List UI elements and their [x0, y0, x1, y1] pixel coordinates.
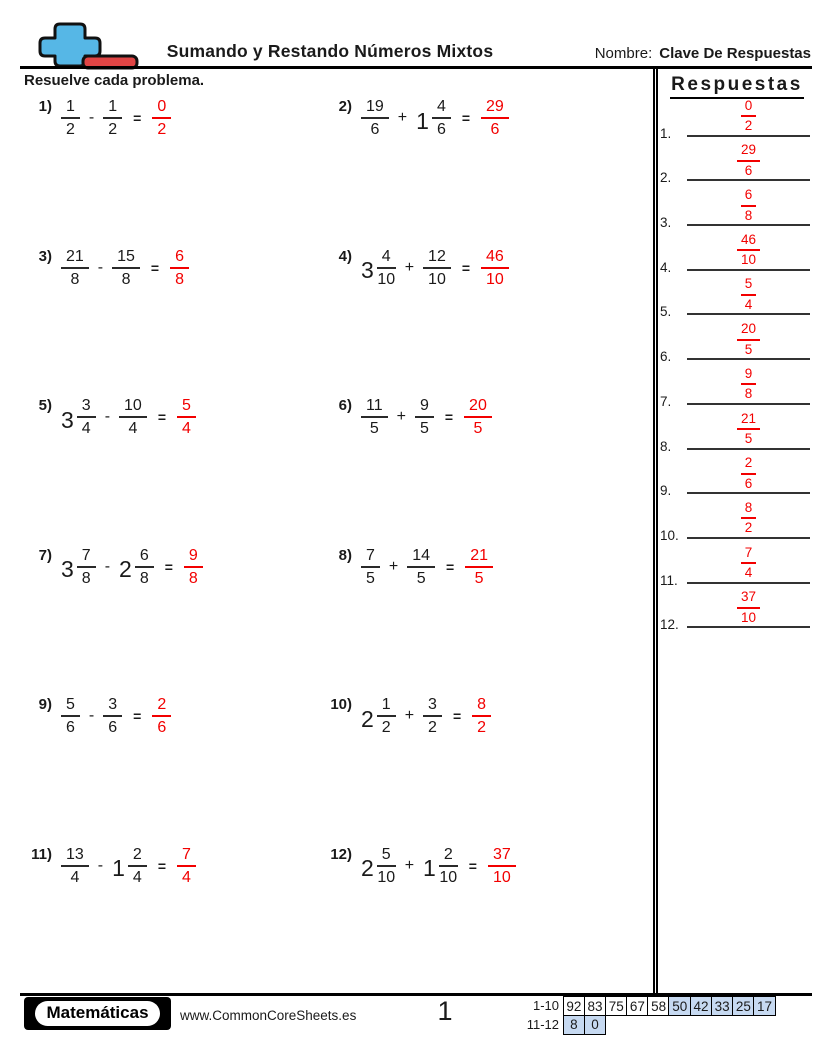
term2-numerator: 14 [407, 546, 435, 568]
answer-list-item [660, 230, 812, 275]
answer-numerator: 9 [184, 546, 203, 568]
term2-denominator: 2 [428, 719, 437, 736]
problem-expression [61, 97, 171, 139]
term2-denominator: 5 [416, 569, 426, 587]
term2-denominator: 10 [428, 270, 446, 288]
answer-item-number: 2. [660, 170, 672, 186]
answer-denominator: 6 [744, 162, 753, 178]
problem [324, 845, 652, 995]
problem-number: 6) [338, 397, 352, 414]
problem [324, 396, 652, 546]
problem [324, 247, 652, 397]
answer-fraction [737, 589, 760, 626]
term1-fraction [361, 396, 388, 438]
term1-denominator: 10 [377, 270, 396, 288]
operator-sign: + [388, 557, 399, 575]
answer-numerator: 8 [741, 500, 757, 520]
answer-fraction [737, 142, 760, 179]
term1-whole-number: 3 [361, 257, 374, 283]
answer-numerator: 20 [737, 321, 760, 341]
answer-denominator: 8 [744, 386, 753, 402]
score-row-11-12 [518, 1015, 776, 1035]
answer-item-number: 4. [660, 259, 672, 275]
term2-denominator: 6 [108, 719, 118, 736]
equals-sign: = [446, 558, 455, 575]
problem [324, 695, 652, 845]
answer-list-item [660, 409, 812, 454]
page-title: Sumando y Restando Números Mixtos [166, 41, 494, 61]
answer-fraction [152, 97, 171, 139]
answer-numerator: 20 [464, 396, 492, 418]
score-cell: 0 [584, 1015, 607, 1035]
answer-numerator: 29 [481, 97, 509, 119]
answer-blank-line [687, 545, 810, 584]
term1-numerator: 1 [377, 695, 396, 717]
term1-numerator: 5 [377, 845, 396, 867]
answer-denominator: 6 [157, 719, 167, 736]
answer-fraction [464, 396, 492, 438]
score-row-label: 11-12 [526, 1016, 559, 1032]
operator-sign: - [104, 557, 111, 575]
problem [24, 845, 324, 995]
score-cell: 92 [563, 996, 586, 1016]
answer-blank-line [687, 411, 810, 450]
problem [324, 97, 652, 247]
problem-number: 4) [338, 247, 352, 265]
answer-denominator: 10 [492, 868, 511, 886]
term1-whole-number: 2 [361, 855, 374, 881]
equals-sign: = [133, 708, 142, 724]
operator-sign: + [397, 109, 408, 126]
term2-numerator: 3 [103, 695, 122, 717]
problem-expression [361, 845, 516, 887]
answer-list-item [660, 319, 812, 364]
answer-fraction [737, 232, 760, 269]
answer-numerator: 46 [737, 232, 760, 252]
answer-list-item [660, 275, 812, 320]
operator-sign: - [97, 258, 104, 276]
score-cell: 50 [668, 996, 691, 1016]
term1-denominator: 8 [81, 569, 91, 587]
answer-numerator: 9 [741, 366, 757, 386]
equals-sign: = [444, 409, 454, 425]
operator-sign: + [404, 707, 415, 724]
answer-item-number: 3. [660, 215, 672, 231]
answer-denominator: 8 [188, 569, 198, 587]
term1-whole-number: 3 [61, 556, 74, 582]
operator-sign: - [104, 408, 111, 425]
answer-numerator: 7 [741, 545, 757, 565]
term2-denominator: 4 [128, 420, 138, 437]
term2-numerator: 9 [415, 396, 434, 418]
term1-fraction [377, 845, 396, 887]
term1-fraction [61, 695, 80, 737]
problem-number: 2) [338, 98, 352, 115]
problem [24, 546, 324, 696]
score-cell: 8 [563, 1015, 586, 1035]
problem-expression [61, 845, 196, 887]
term2-fraction [423, 695, 442, 737]
term1-fraction [361, 546, 380, 588]
answer-item-number: 7. [660, 393, 672, 409]
term2-fraction [112, 247, 140, 289]
answer-list-item [660, 543, 812, 588]
answer-denominator: 5 [744, 431, 753, 446]
equals-sign: = [461, 259, 471, 276]
answer-blank-line [687, 232, 810, 271]
term1-numerator: 19 [361, 97, 389, 119]
answer-blank-line [687, 366, 810, 405]
term2-whole-number: 2 [119, 556, 132, 582]
equals-sign: = [468, 857, 477, 874]
problem-number: 8) [338, 546, 352, 564]
answer-fraction [741, 455, 757, 492]
answer-fraction [741, 98, 757, 135]
term2-whole-number: 1 [416, 107, 429, 134]
answer-denominator: 2 [744, 520, 753, 536]
term1-denominator: 8 [70, 270, 80, 288]
term1-whole-number: 2 [361, 705, 374, 732]
answer-fraction [170, 247, 189, 289]
score-row-label: 1-10 [532, 998, 559, 1013]
problem-expression [361, 97, 509, 139]
answer-item-number: 12. [660, 617, 679, 633]
term1-fraction [61, 97, 80, 139]
answer-item-number: 8. [660, 438, 672, 454]
term1-denominator: 2 [381, 719, 391, 736]
answer-numerator: 21 [737, 411, 760, 431]
problem-number: 12) [330, 845, 352, 863]
answer-fraction [741, 366, 757, 403]
answer-fraction [481, 247, 509, 289]
operator-sign: + [396, 408, 406, 425]
answer-blank-line [687, 98, 810, 137]
answer-item-number: 1. [660, 125, 672, 141]
term1-numerator: 1 [61, 97, 80, 119]
equals-sign: = [164, 558, 173, 575]
problem-number: 1) [38, 98, 52, 115]
term1-numerator: 3 [77, 396, 96, 418]
page-number: 1 [437, 996, 453, 1026]
answer-fraction [741, 545, 757, 582]
problem-number: 11) [31, 845, 52, 863]
term1-denominator: 4 [70, 868, 80, 886]
name-label: Nombre: [594, 45, 653, 62]
operator-sign: - [97, 856, 104, 874]
term1-fraction [377, 695, 396, 737]
term1-denominator: 10 [377, 868, 396, 886]
term2-denominator: 8 [139, 569, 149, 587]
term1-numerator: 21 [61, 247, 89, 269]
answer-numerator: 0 [741, 98, 757, 118]
term1-denominator: 4 [81, 420, 91, 437]
problem-expression [61, 546, 203, 588]
term2-fraction [128, 845, 147, 887]
problems-grid [24, 97, 652, 994]
plus-minus-logo-icon [36, 22, 141, 72]
operator-sign: + [404, 856, 415, 874]
equals-sign: = [157, 857, 167, 874]
instruction-text: Resuelve cada problema. [24, 72, 205, 89]
term2-fraction [432, 97, 451, 139]
term1-denominator: 6 [370, 121, 380, 138]
brand-logo [24, 997, 171, 1030]
problem-expression [61, 695, 171, 737]
answer-denominator: 6 [744, 475, 753, 491]
problem-number: 7) [38, 546, 52, 564]
term2-denominator: 4 [132, 868, 142, 886]
name-row [595, 45, 811, 62]
term2-denominator: 10 [439, 868, 458, 886]
answer-list-item [660, 364, 812, 409]
answer-item-number: 6. [660, 349, 672, 365]
problem-expression [61, 396, 196, 438]
term2-whole-number: 1 [112, 855, 125, 881]
equals-sign: = [157, 409, 167, 425]
answer-item-number: 5. [660, 304, 672, 320]
term2-denominator: 8 [121, 270, 131, 288]
term1-fraction [77, 546, 96, 588]
term2-numerator: 2 [128, 845, 147, 867]
equals-sign: = [452, 708, 462, 724]
answer-item-number: 9. [660, 483, 672, 499]
equals-sign: = [150, 259, 160, 276]
answer-denominator: 2 [157, 121, 167, 138]
score-cell: 33 [711, 996, 734, 1016]
answer-blank-line [687, 500, 810, 539]
answer-denominator: 4 [744, 565, 753, 581]
answer-blank-line [687, 276, 810, 315]
term1-denominator: 5 [369, 420, 379, 437]
answer-fraction [741, 187, 757, 224]
problem-expression [361, 396, 492, 438]
term1-numerator: 7 [77, 546, 96, 568]
answer-list-item [660, 185, 812, 230]
score-cell: 42 [690, 996, 713, 1016]
term1-numerator: 11 [361, 396, 388, 418]
answer-numerator: 37 [488, 845, 516, 867]
answers-list [660, 96, 812, 632]
answer-numerator: 0 [152, 97, 171, 119]
term1-fraction [377, 247, 396, 289]
answer-fraction [741, 500, 757, 537]
score-table [518, 996, 776, 1035]
term1-fraction [61, 845, 89, 887]
term2-whole-number: 1 [423, 855, 436, 881]
problem [24, 396, 324, 546]
term2-denominator: 5 [419, 420, 429, 437]
answer-list-item [660, 498, 812, 543]
term2-fraction [119, 396, 147, 438]
sidebar-divider [653, 68, 658, 996]
term2-fraction [103, 695, 122, 737]
answer-denominator: 5 [474, 569, 484, 587]
answer-denominator: 8 [744, 207, 753, 223]
answer-fraction [177, 845, 196, 887]
term1-denominator: 2 [66, 121, 75, 138]
answer-denominator: 6 [490, 121, 500, 138]
term2-fraction [135, 546, 154, 588]
answer-fraction [488, 845, 516, 887]
answer-denominator: 4 [744, 296, 753, 312]
term2-denominator: 2 [108, 121, 118, 138]
term1-whole-number: 3 [61, 406, 74, 433]
term1-numerator: 5 [61, 695, 80, 717]
answer-numerator: 2 [741, 455, 757, 475]
answer-fraction [465, 546, 493, 588]
answer-fraction [472, 695, 491, 737]
score-cell: 17 [753, 996, 776, 1016]
answer-denominator: 10 [486, 270, 504, 288]
answer-list-item [660, 454, 812, 499]
term2-numerator: 12 [423, 247, 451, 269]
problem-number: 3) [38, 247, 52, 265]
answer-denominator: 10 [740, 252, 757, 268]
term1-numerator: 4 [377, 247, 396, 269]
score-row-1-10 [518, 996, 776, 1016]
answer-denominator: 2 [744, 118, 753, 134]
term2-fraction [423, 247, 451, 289]
answer-fraction [481, 97, 509, 139]
problem-number: 10) [330, 696, 352, 713]
term2-numerator: 10 [119, 396, 147, 418]
problem-number: 9) [38, 696, 52, 713]
answer-numerator: 2 [152, 695, 171, 717]
answer-list-item [660, 588, 812, 633]
answer-blank-line [687, 321, 810, 360]
answer-item-number: 11. [660, 572, 678, 588]
answer-denominator: 4 [182, 868, 191, 886]
answer-blank-line [687, 589, 810, 628]
answer-denominator: 8 [175, 270, 185, 288]
term2-numerator: 4 [432, 97, 451, 119]
term1-fraction [77, 396, 96, 438]
answer-denominator: 2 [477, 719, 487, 736]
term2-numerator: 15 [112, 247, 140, 269]
term2-fraction [415, 396, 434, 438]
answer-fraction [152, 695, 171, 737]
answer-numerator: 29 [737, 142, 760, 162]
answer-denominator: 4 [182, 420, 191, 437]
answer-denominator: 10 [740, 609, 757, 625]
term1-denominator: 6 [66, 719, 75, 736]
term2-numerator: 1 [103, 97, 122, 119]
term2-fraction [103, 97, 122, 139]
problem-expression [361, 247, 509, 289]
term2-denominator: 6 [436, 121, 446, 138]
answer-numerator: 6 [741, 187, 757, 207]
answer-denominator: 5 [473, 420, 483, 437]
answer-numerator: 6 [170, 247, 189, 269]
term1-numerator: 13 [61, 845, 89, 867]
problem [24, 247, 324, 397]
answer-numerator: 46 [481, 247, 509, 269]
answer-numerator: 37 [737, 589, 760, 609]
problem-expression [361, 546, 493, 588]
operator-sign: - [88, 109, 95, 126]
answer-blank-line [687, 187, 810, 226]
answer-numerator: 5 [741, 276, 757, 296]
operator-sign: + [404, 258, 415, 276]
term1-fraction [361, 97, 389, 139]
term2-numerator: 3 [423, 695, 442, 717]
problem-expression [61, 247, 189, 289]
brand-label: Matemáticas [35, 1001, 159, 1026]
answer-fraction [737, 411, 760, 448]
answer-blank-line [687, 142, 810, 181]
operator-sign: - [88, 707, 95, 724]
answer-key-label: Clave De Respuestas [659, 45, 811, 62]
term1-fraction [61, 247, 89, 289]
answer-fraction [741, 276, 757, 313]
answer-fraction [184, 546, 203, 588]
answer-item-number: 10. [660, 527, 679, 543]
equals-sign: = [461, 110, 471, 126]
answer-numerator: 8 [472, 695, 491, 717]
answer-numerator: 7 [177, 845, 196, 867]
answer-blank-line [687, 455, 810, 494]
website-url: www.CommonCoreSheets.es [180, 1008, 357, 1023]
term2-numerator: 2 [439, 845, 458, 867]
term2-numerator: 6 [135, 546, 154, 568]
answers-panel-title: Respuestas [670, 74, 804, 99]
answer-fraction [177, 396, 196, 438]
equals-sign: = [133, 110, 142, 126]
score-cell: 75 [605, 996, 628, 1016]
problem [24, 695, 324, 845]
score-cell: 25 [732, 996, 755, 1016]
score-cell: 67 [626, 996, 649, 1016]
problem [324, 546, 652, 696]
answer-numerator: 21 [465, 546, 493, 568]
answer-fraction [737, 321, 760, 358]
problem-expression [361, 695, 491, 737]
score-cell: 83 [584, 996, 607, 1016]
term1-numerator: 7 [361, 546, 380, 568]
header-divider [20, 66, 812, 69]
term1-denominator: 5 [366, 569, 375, 587]
term2-fraction [407, 546, 435, 588]
problem [24, 97, 324, 247]
answer-denominator: 5 [744, 341, 753, 357]
answer-numerator: 5 [177, 396, 196, 418]
term2-fraction [439, 845, 458, 887]
problem-number: 5) [38, 397, 52, 414]
answer-list-item [660, 96, 812, 141]
answer-list-item [660, 141, 812, 186]
score-cell: 58 [647, 996, 670, 1016]
